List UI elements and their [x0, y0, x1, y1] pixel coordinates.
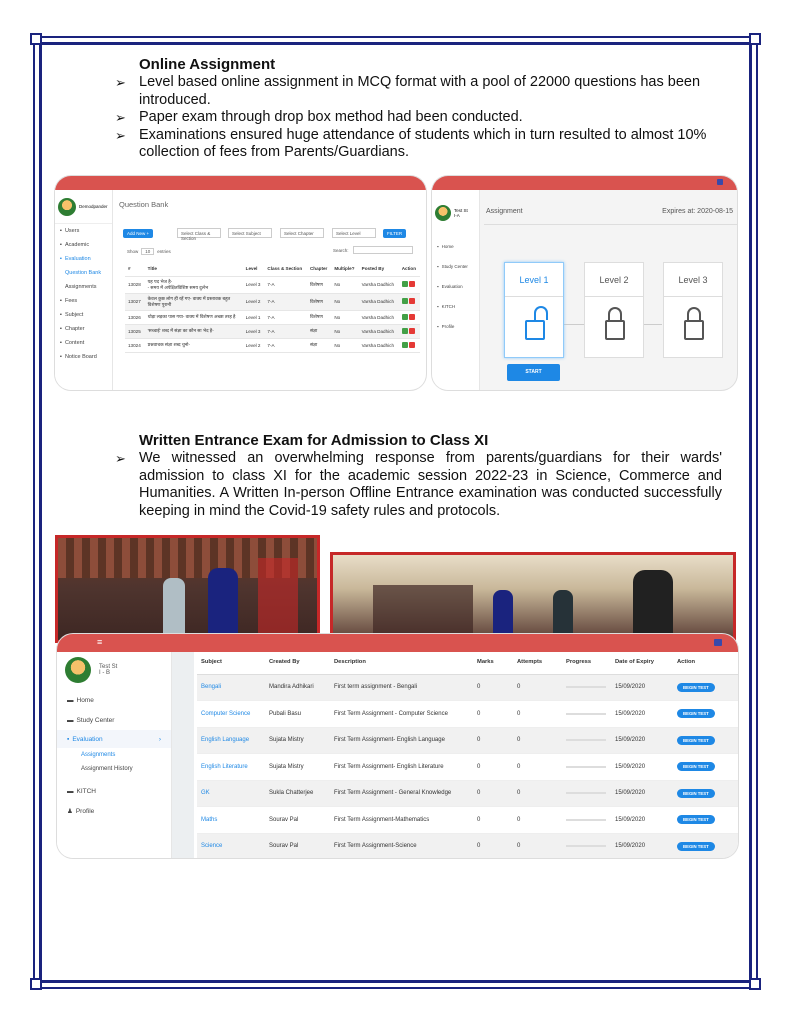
begin-test-button[interactable]: BEGIN TEST	[677, 789, 715, 798]
notification-icon[interactable]	[717, 179, 723, 185]
home-icon: ▬	[67, 696, 74, 704]
study-icon: ▪	[437, 263, 439, 269]
sidebar-item-notice-board[interactable]: ▪ Notice Board	[60, 354, 97, 360]
entries-select[interactable]: 10	[141, 248, 154, 255]
arrow-bullet-icon: ➢	[115, 75, 126, 90]
begin-test-button[interactable]: BEGIN TEST	[677, 709, 715, 718]
table-row: Bengali Mandira Adhikari First term assignment - Bengali 0 0 15/09/2020 BEGIN TEST	[197, 674, 738, 701]
evaluation-icon: ▪	[437, 283, 439, 289]
lock-icon	[684, 307, 704, 343]
table-row: 13024 प्रश्नवाचक संज्ञा शब्द चुनो- Level 2 7-A संज्ञा No Varsha Dadhich	[125, 338, 420, 352]
evaluation-sidebar	[57, 652, 172, 858]
begin-test-button[interactable]: BEGIN TEST	[677, 842, 715, 851]
edit-button[interactable]	[402, 314, 408, 320]
class-section-select[interactable]: Select Class & Section	[177, 228, 221, 238]
start-button[interactable]: START	[507, 364, 560, 381]
evaluation-screenshot	[57, 634, 738, 858]
lock-icon	[605, 307, 625, 343]
sidebar-item-study-center[interactable]: ▪ Study Center	[437, 263, 468, 269]
corner-ornament	[30, 978, 42, 990]
edit-button[interactable]	[402, 281, 408, 287]
assignment-title: Assignment	[486, 208, 523, 215]
chapter-select[interactable]: Select Chapter	[280, 228, 324, 238]
table-header: Subject Created By Description Marks Attempts Progress Date of Expiry Action	[197, 650, 738, 674]
table-row: 13025 'सच्चाई' शब्द में संज्ञा का कौन सा भेद है- Level 3 7-A संज्ञा No Varsha Dadhich	[125, 324, 420, 338]
online-assignment-bullets	[115, 74, 715, 162]
evaluation-icon: ▪	[60, 256, 62, 262]
sidebar-item-content[interactable]: ▪ Content	[60, 340, 85, 346]
subject-icon: ▪	[60, 312, 62, 318]
kitch-icon: ▪	[437, 303, 439, 309]
sidebar-item-chapter[interactable]: ▪ Chapter	[60, 326, 85, 332]
delete-button[interactable]	[409, 281, 415, 287]
assignment-levels-screenshot	[432, 176, 737, 390]
table-row: Science Sourav Pal First Term Assignment-Science 0 0 15/09/2020 BEGIN TEST	[197, 833, 738, 858]
progress-bar	[566, 766, 606, 768]
divider	[484, 224, 737, 225]
question-table	[125, 262, 420, 353]
table-header: # Title Level Class & Section Chapter Multiple? Posted By Action	[125, 262, 420, 276]
evaluation-icon: ▪	[67, 735, 70, 743]
menu-icon[interactable]: ≡	[97, 637, 103, 647]
chapter-icon: ▪	[60, 326, 62, 332]
progress-bar	[566, 713, 606, 715]
filter-button[interactable]: FILTER	[383, 229, 406, 238]
begin-test-button[interactable]: BEGIN TEST	[677, 736, 715, 745]
begin-test-button[interactable]: BEGIN TEST	[677, 762, 715, 771]
notice-icon: ▪	[60, 354, 62, 360]
level-3-card[interactable]: Level 3	[663, 262, 723, 358]
page-title: Question Bank	[119, 200, 169, 209]
user-name: Test St	[454, 208, 468, 213]
assignment-sidebar	[432, 190, 480, 390]
progress-bar	[566, 686, 606, 688]
top-bar	[432, 176, 737, 190]
level-select[interactable]: Select Level	[332, 228, 376, 238]
bullet-item: ➢ We witnessed an overwhelming response from parents/guardians for their wards' admission to class XI for the academic session 2022-23 in Science, Commerce and Humanities. A Written In-person Offline Entrance examination was conducted successfully keeping in mind the Covid-19 safety rules and protocols.	[115, 450, 722, 519]
sidebar-item-assignment-history[interactable]: Assignment History	[81, 766, 133, 772]
table-row: 13027 केवल कुछ लोग ही रहें गए- वाक्य में प्रस्तावक बहुत विशेषण पुरानी Level 2 7-A विशेषण No Varsha Dadhich	[125, 293, 420, 310]
sidebar-item-evaluation[interactable]: ▪ Evaluation	[60, 256, 91, 262]
sidebar-item-home[interactable]: ▬ Home	[67, 696, 94, 704]
sidebar-item-evaluation[interactable]: ▪ Evaluation ›	[57, 730, 171, 748]
sidebar-item-fees[interactable]: ▪ Fees	[60, 298, 78, 304]
delete-button[interactable]	[409, 328, 415, 334]
home-icon: ▪	[437, 243, 439, 249]
show-entries: Show 10 entries	[127, 249, 171, 254]
search-label: Search:	[333, 248, 349, 253]
chevron-right-icon: ›	[158, 735, 161, 743]
add-new-button[interactable]: Add New +	[123, 229, 153, 238]
content-icon: ▪	[60, 340, 62, 346]
sidebar-item-kitch[interactable]: ▬ KITCH	[67, 787, 96, 795]
search-input[interactable]	[353, 246, 413, 254]
sidebar-item-assignments[interactable]: Assignments	[81, 752, 116, 758]
qb-sidebar	[55, 190, 113, 390]
assignments-table	[197, 650, 738, 858]
progress-bar	[566, 792, 606, 794]
table-row: English Language Sujata Mistry First Term Assignment- English Language 0 0 15/09/2020 BEGIN TEST	[197, 727, 738, 754]
sidebar-item-profile[interactable]: ♟ Profile	[67, 807, 95, 815]
user-name: Demodpander	[79, 204, 108, 209]
notification-icon[interactable]	[714, 639, 722, 646]
written-exam-title: Written Entrance Exam for Admission to Class XI	[139, 432, 489, 449]
arrow-bullet-icon: ➢	[115, 451, 126, 466]
delete-button[interactable]	[409, 342, 415, 348]
arrow-bullet-icon: ➢	[115, 110, 126, 125]
study-icon: ▬	[67, 716, 74, 724]
sidebar-item-assignments[interactable]: Assignments	[65, 284, 97, 290]
corner-ornament	[30, 33, 42, 45]
user-class: I-A	[454, 213, 460, 218]
sidebar-item-home[interactable]: ▪ Home	[437, 243, 454, 249]
entrance-photo-1	[55, 535, 320, 643]
table-row: 13028 यह पद भेज है- - समय में अपेक्षितविशिष्ट समय दुर्लभ Level 3 7-A विशेषण No Varsha Dadhich	[125, 276, 420, 293]
corner-ornament	[749, 978, 761, 990]
level-1-card[interactable]: Level 1	[504, 262, 564, 358]
table-row: Maths Sourav Pal First Term Assignment-Mathematics 0 0 15/09/2020 BEGIN TEST	[197, 807, 738, 834]
begin-test-button[interactable]: BEGIN TEST	[677, 683, 715, 692]
sidebar-item-kitch[interactable]: ▪ KITCH	[437, 303, 456, 309]
profile-icon: ▪	[437, 323, 439, 329]
online-assignment-title: Online Assignment	[139, 56, 276, 73]
user-name: Test St	[99, 664, 118, 670]
question-bank-screenshot	[55, 176, 426, 390]
table-row: English Literature Sujata Mistry First Term Assignment- English Literature 0 0 15/09/2020 BEGIN TEST	[197, 754, 738, 781]
progress-bar	[566, 845, 606, 847]
progress-bar	[566, 739, 606, 741]
delete-button[interactable]	[409, 298, 415, 304]
table-row: Computer Science Pubali Basu First Term Assignment - Computer Science 0 0 15/09/2020 BEGIN TEST	[197, 701, 738, 728]
subject-select[interactable]: Select Subject	[228, 228, 272, 238]
written-exam-bullets	[115, 450, 722, 520]
avatar	[58, 198, 76, 216]
academic-icon: ▪	[60, 242, 62, 248]
sidebar-item-study-center[interactable]: ▬ Study Center	[67, 716, 115, 724]
bullet-item: ➢ Examinations ensured huge attendance of students which in turn resulted to almost 10% collection of fees from Parents/Guardians.	[115, 126, 707, 160]
bullet-item: ➢ Paper exam through drop box method had been conducted.	[115, 109, 523, 125]
fees-icon: ▪	[60, 298, 62, 304]
edit-button[interactable]	[402, 298, 408, 304]
bullet-item: ➢ Level based online assignment in MCQ format with a pool of 22000 questions has been introduced.	[115, 74, 701, 108]
arrow-bullet-icon: ➢	[115, 127, 126, 143]
expiry-text: Expires at: 2020-08-15	[662, 208, 733, 215]
sidebar-item-profile[interactable]: ▪ Profile	[437, 323, 455, 329]
table-row: GK Sukla Chatterjee First Term Assignment - General Knowledge 0 0 15/09/2020 BEGIN TEST	[197, 780, 738, 807]
edit-button[interactable]	[402, 328, 408, 334]
unlocked-icon	[525, 307, 545, 343]
kitch-icon: ▬	[67, 787, 74, 795]
top-bar	[55, 176, 426, 190]
entrance-photo-2	[330, 552, 736, 642]
avatar	[65, 657, 91, 683]
sidebar-item-users[interactable]: ▪ Users	[60, 228, 80, 234]
sidebar-item-question-bank[interactable]: Question Bank	[65, 270, 102, 276]
table-row: 13026 थोड़ा लड़का पास गया- वाक्य में विशेषण अच्छा तरह है Level 1 7-A विशेषण No Varsha Dadhich	[125, 310, 420, 324]
corner-ornament	[749, 33, 761, 45]
sidebar-item-subject[interactable]: ▪ Subject	[60, 312, 84, 318]
edit-button[interactable]	[402, 342, 408, 348]
delete-button[interactable]	[409, 314, 415, 320]
sidebar-item-evaluation[interactable]: ▪ Evaluation	[437, 283, 463, 289]
progress-bar	[566, 819, 606, 821]
begin-test-button[interactable]: BEGIN TEST	[677, 815, 715, 824]
avatar	[435, 205, 451, 221]
level-2-card[interactable]: Level 2	[584, 262, 644, 358]
sidebar-item-academic[interactable]: ▪ Academic	[60, 242, 90, 248]
users-icon: ▪	[60, 228, 62, 234]
user-class: I - B	[99, 670, 111, 676]
profile-icon: ♟	[67, 808, 73, 815]
